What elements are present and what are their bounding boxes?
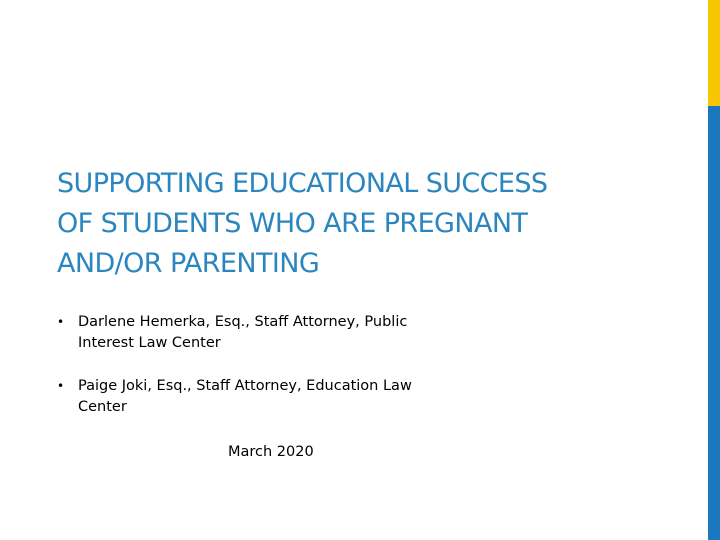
presenter-list bbox=[57, 312, 477, 440]
bullet-icon: • bbox=[57, 379, 65, 393]
accent-bar-yellow bbox=[708, 0, 720, 106]
title-line-1: SUPPORTING EDUCATIONAL SUCCESS bbox=[57, 168, 548, 199]
presenter-line: Paige Joki, Esq., Staff Attorney, Education Law bbox=[78, 378, 412, 394]
presenter-line: Interest Law Center bbox=[78, 335, 221, 351]
presenter-item bbox=[57, 376, 477, 418]
slide-title bbox=[57, 164, 687, 284]
presenter-item bbox=[57, 312, 477, 354]
title-line-3: AND/OR PARENTING bbox=[57, 248, 320, 279]
title-line-2: OF STUDENTS WHO ARE PREGNANT bbox=[57, 208, 528, 239]
bullet-icon: • bbox=[57, 315, 65, 329]
presentation-date: March 2020 bbox=[228, 444, 314, 460]
presenter-line: Center bbox=[78, 399, 127, 415]
accent-bar-blue bbox=[708, 106, 720, 540]
presenter-line: Darlene Hemerka, Esq., Staff Attorney, Public bbox=[78, 314, 408, 330]
